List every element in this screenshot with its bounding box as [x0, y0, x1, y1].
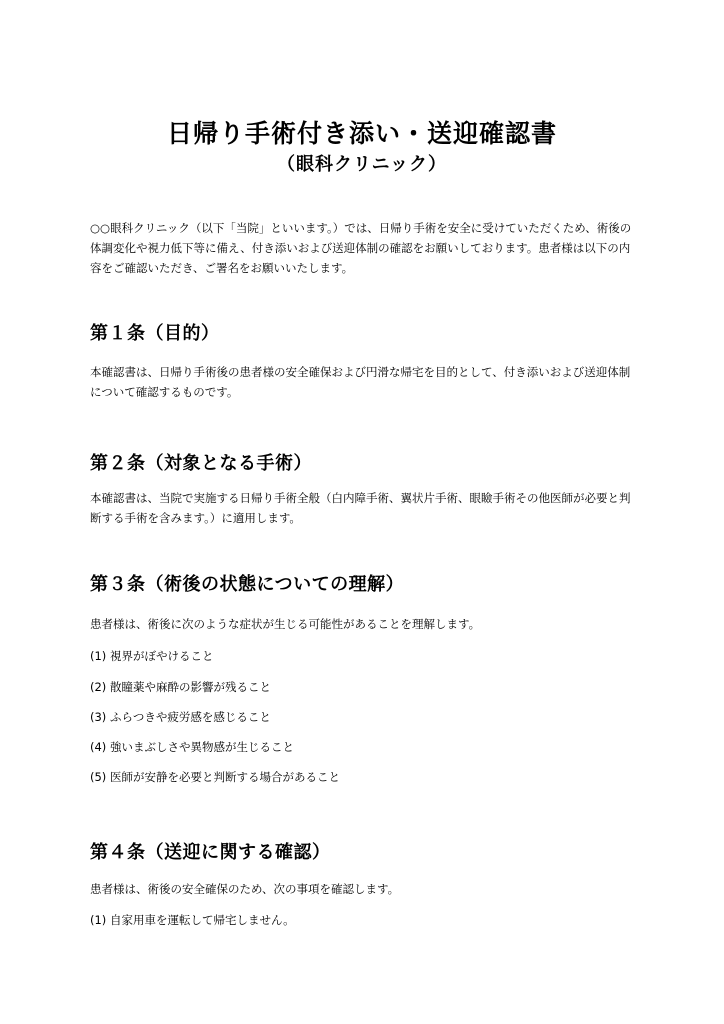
- article-4-item-1: (1) 自家用車を運転して帰宅しません。: [90, 913, 295, 927]
- article-3-item-1: (1) 視界がぼやけること: [90, 649, 214, 663]
- article-4-body: 患者様は、術後の安全確保のため、次の事項を確認します。: [90, 882, 400, 896]
- article-3-item-3: (3) ふらつきや疲労感を感じること: [90, 710, 271, 724]
- article-1-body: 本確認書は、日帰り手術後の患者様の安全確保および円滑な帰宅を目的として、付き添いおよび送迎体制について確認するものです。: [90, 365, 631, 399]
- article-3-body: 患者様は、術後に次のような症状が生じる可能性があることを理解します。: [90, 617, 481, 631]
- intro-paragraph: ○○眼科クリニック（以下「当院」といいます。）では、日帰り手術を安全に受けていただくため、術後の体調変化や視力低下等に備え、付き添いおよび送迎体制の確認をお願いしております。患者様は以下の内容をご確認いただき、ご署名をお願いいたします。: [90, 221, 632, 275]
- article-2-body: 本確認書は、当院で実施する日帰り手術全般（白内障手術、翼状片手術、眼瞼手術その他医師が必要と判断する手術を含みます。）に適用します。: [90, 491, 631, 525]
- article-3-item-2: (2) 散瞳薬や麻酔の影響が残ること: [90, 680, 271, 694]
- article-3-heading: 第３条（術後の状態についての理解）: [90, 574, 405, 595]
- document-title: 日帰り手術付き添い・送迎確認書: [166, 119, 557, 148]
- document-subtitle: （眼科クリニック）: [277, 154, 447, 175]
- article-4-heading: 第４条（送迎に関する確認）: [90, 842, 331, 863]
- article-3-item-5: (5) 医師が安静を必要と判断する場合があること: [90, 770, 340, 784]
- article-2-heading: 第２条（対象となる手術）: [90, 453, 312, 474]
- article-1-heading: 第１条（目的）: [90, 323, 220, 344]
- article-3-item-4: (4) 強いまぶしさや異物感が生じること: [90, 740, 294, 754]
